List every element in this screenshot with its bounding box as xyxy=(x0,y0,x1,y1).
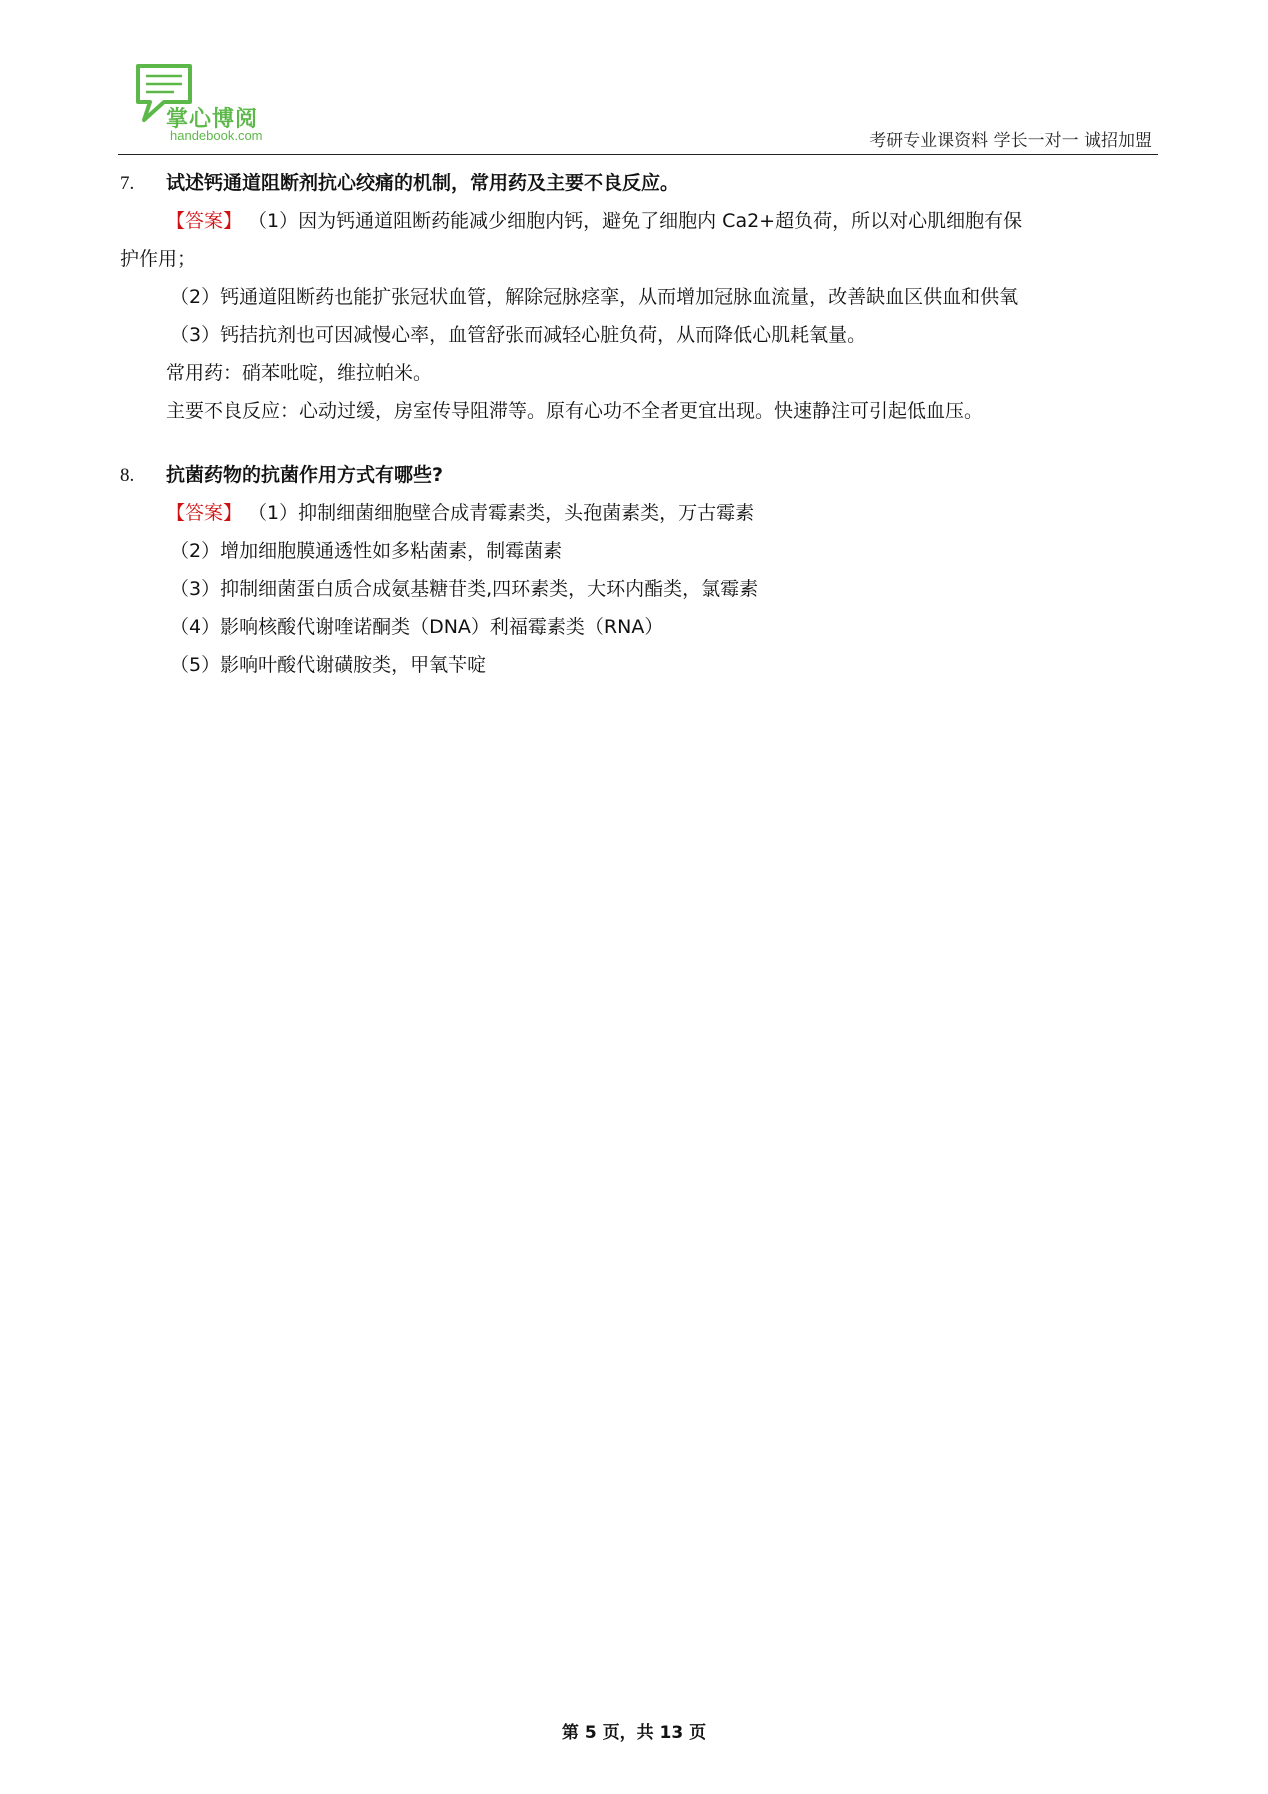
question-title: 抗菌药物的抗菌作用方式有哪些? xyxy=(166,464,444,486)
answer-line: 常用药：硝苯吡啶，维拉帕米。 xyxy=(166,362,433,384)
answer-line: （3）钙拮抗剂也可因减慢心率，血管舒张而减轻心脏负荷，从而降低心肌耗氧量。 xyxy=(170,324,867,346)
question-number: 7. xyxy=(120,173,135,194)
answer-line xyxy=(166,206,1022,233)
answer-text: （1）因为钙通道阻断药能减少细胞内钙，避免了细胞内 Ca2+超负荷，所以对心肌细胞有保 xyxy=(242,210,1023,232)
answer-line: （4）影响核酸代谢喹诺酮类（DNA）利福霉素类（RNA） xyxy=(170,616,664,638)
answer-line: 护作用； xyxy=(120,248,197,270)
answer-line: （2）增加细胞膜通透性如多粘菌素，制霉菌素 xyxy=(170,540,563,562)
question-number: 8. xyxy=(120,465,135,486)
logo-text: 掌心博阅 xyxy=(166,107,259,132)
answer-text: （1）抑制细菌细胞壁合成青霉素类，头孢菌素类，万古霉素 xyxy=(242,502,755,524)
answer-tag: 【答案】 xyxy=(166,210,243,232)
question-7-heading xyxy=(120,168,679,195)
header-tagline: 考研专业课资料 学长一对一 诚招加盟 xyxy=(869,131,1152,151)
answer-line: （3）抑制细菌蛋白质合成氨基糖苷类,四环素类，大环内酯类，氯霉素 xyxy=(170,578,759,600)
question-title: 试述钙通道阻断剂抗心绞痛的机制，常用药及主要不良反应。 xyxy=(166,172,680,194)
answer-tag: 【答案】 xyxy=(166,502,243,524)
answer-line: 主要不良反应：心动过缓，房室传导阻滞等。原有心功不全者更宜出现。快速静注可引起低血压。 xyxy=(166,400,984,422)
logo-domain: handebook.com xyxy=(170,128,263,143)
answer-line: （2）钙通道阻断药也能扩张冠状血管，解除冠脉痉挛，从而增加冠脉血流量，改善缺血区供血和供氧 xyxy=(170,286,1019,308)
question-8-heading xyxy=(120,460,443,487)
answer-line xyxy=(166,498,754,525)
header-divider xyxy=(118,154,1158,155)
answer-line: （5）影响叶酸代谢磺胺类，甲氧苄啶 xyxy=(170,654,487,676)
page-number: 第 5 页，共 13 页 xyxy=(561,1723,707,1743)
